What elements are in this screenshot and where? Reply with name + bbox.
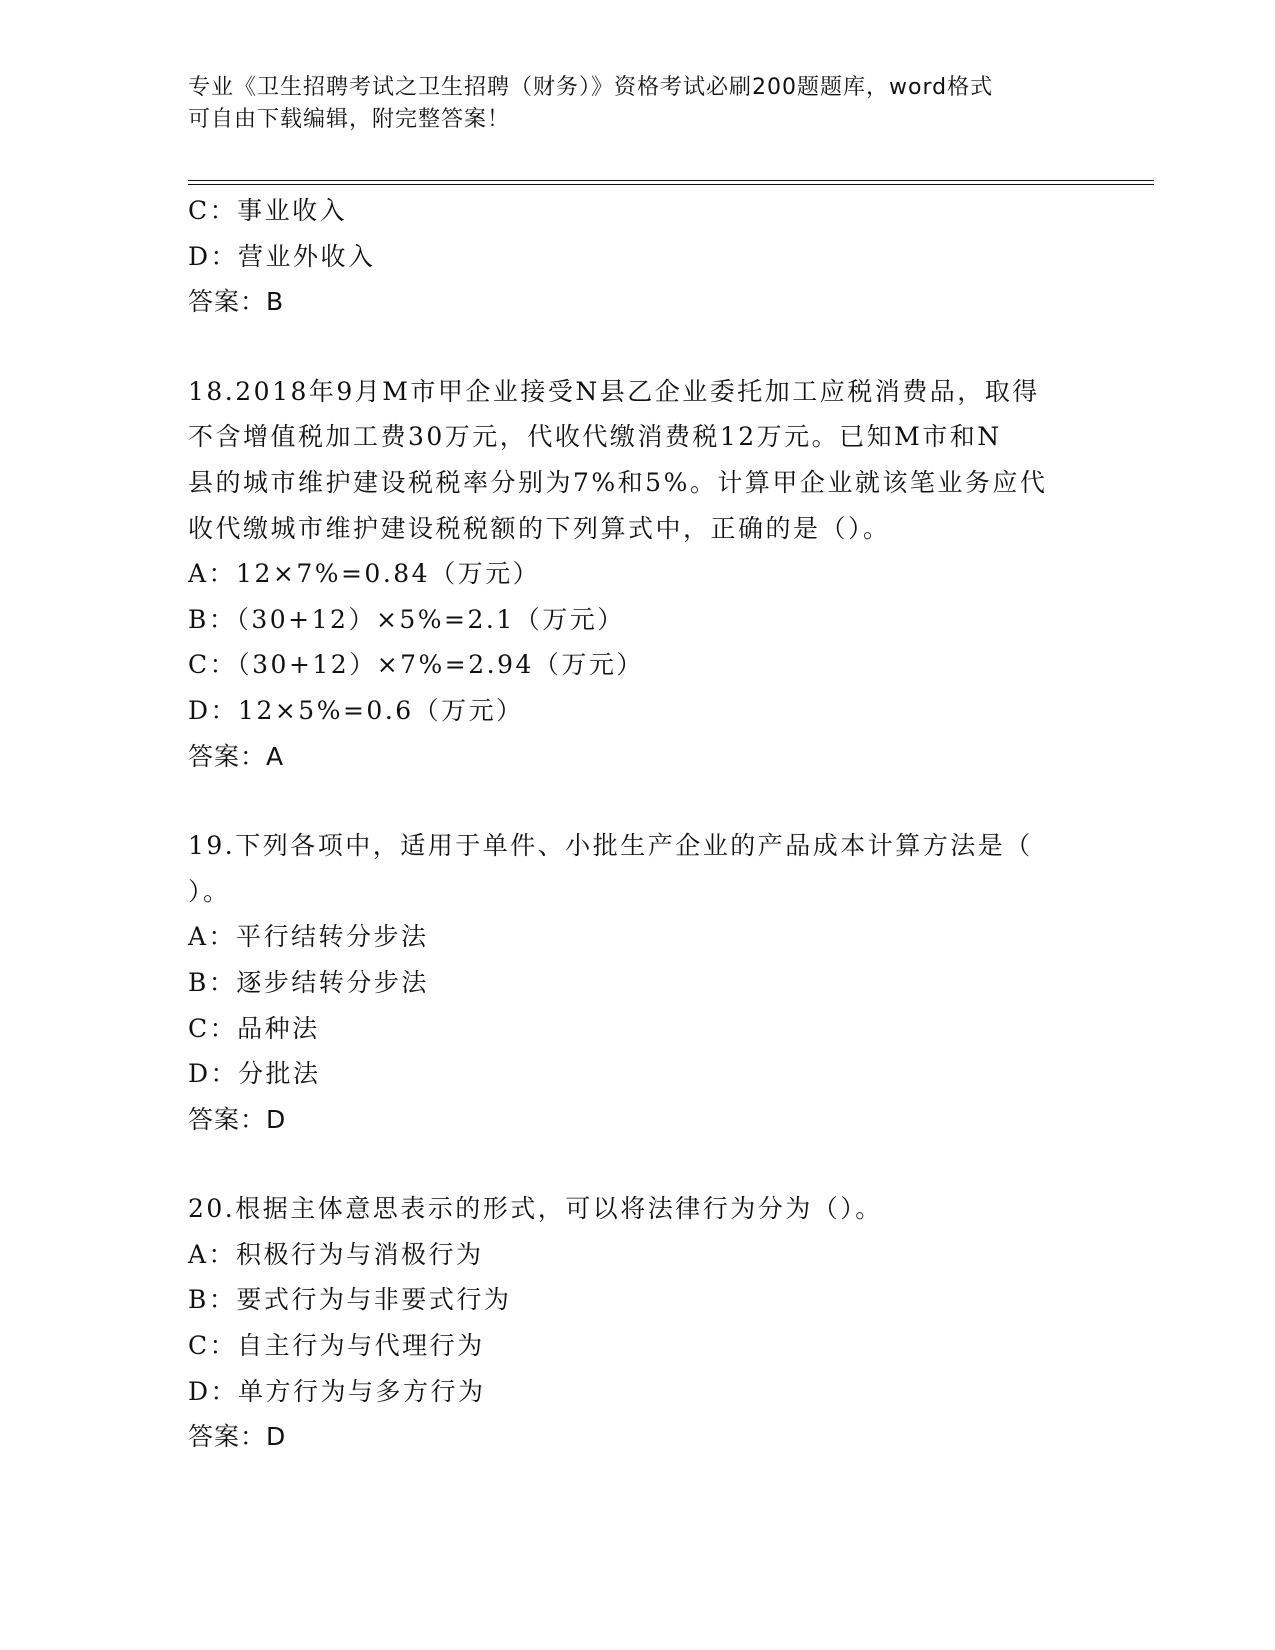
spacer — [188, 1142, 1088, 1186]
question-20-stem-line-1: 20.根据主体意思表示的形式，可以将法律行为分为（）。 — [188, 1194, 883, 1224]
question-19-option-a: A：平行结转分步法 — [188, 922, 429, 952]
header-divider-bottom — [188, 184, 1154, 185]
header-line-2: 可自由下载编辑，附完整答案！ — [188, 107, 511, 132]
question-20-option-b: B：要式行为与非要式行为 — [188, 1285, 512, 1315]
question-19-option-d: D：分批法 — [188, 1059, 321, 1089]
answer-text: 答案：B — [188, 287, 285, 317]
question-18-answer: 答案：A — [188, 741, 285, 771]
question-18-stem-line-4: 收代缴城市维护建设税税额的下列算式中，正确的是（）。 — [188, 513, 891, 543]
header-line-1: 专业《卫生招聘考试之卫生招聘（财务）》资格考试必刷200题题库，word格式 — [188, 75, 994, 100]
question-18-stem-line-3: 县的城市维护建设税税率分别为7%和5%。计算甲企业就该笔业务应代 — [188, 467, 1048, 497]
question-18-option-b: B：（30+12）×5%=2.1（万元） — [188, 604, 625, 634]
question-18-stem-line-1: 18.2018年9月M市甲企业接受N县乙企业委托加工应税消费品，取得 — [188, 376, 1040, 406]
option-c: C：事业收入 — [188, 196, 348, 225]
option-d: D：营业外收入 — [188, 241, 376, 271]
question-list — [188, 188, 1088, 1460]
question-18-stem-line-2: 不含增值税加工费30万元，代收代缴消费税12万元。已知M市和N — [188, 422, 1002, 452]
question-19-option-b: B：逐步结转分步法 — [188, 967, 429, 997]
document-header — [188, 72, 1068, 136]
question-18-option-c: C：（30+12）×7%=2.94（万元） — [188, 650, 644, 680]
question-19-answer: 答案：D — [188, 1104, 287, 1134]
question-20-option-d: D：单方行为与多方行为 — [188, 1376, 486, 1406]
question-19-stem-line-1: 19.下列各项中，适用于单件、小批生产企业的产品成本计算方法是（ — [188, 831, 1033, 861]
question-20-option-c: C：自主行为与代理行为 — [188, 1331, 485, 1361]
question-20-answer: 答案：D — [188, 1422, 287, 1452]
header-divider-top — [188, 180, 1154, 181]
question-19-stem-line-2: ）。 — [188, 876, 231, 906]
question-19-option-c: C：品种法 — [188, 1013, 320, 1043]
spacer — [188, 779, 1088, 823]
question-18-option-d: D：12×5%=0.6（万元） — [188, 695, 524, 725]
question-18-option-a: A：12×7%=0.84（万元） — [188, 559, 541, 589]
spacer — [188, 325, 1088, 369]
question-20-option-a: A：积极行为与消极行为 — [188, 1239, 484, 1269]
